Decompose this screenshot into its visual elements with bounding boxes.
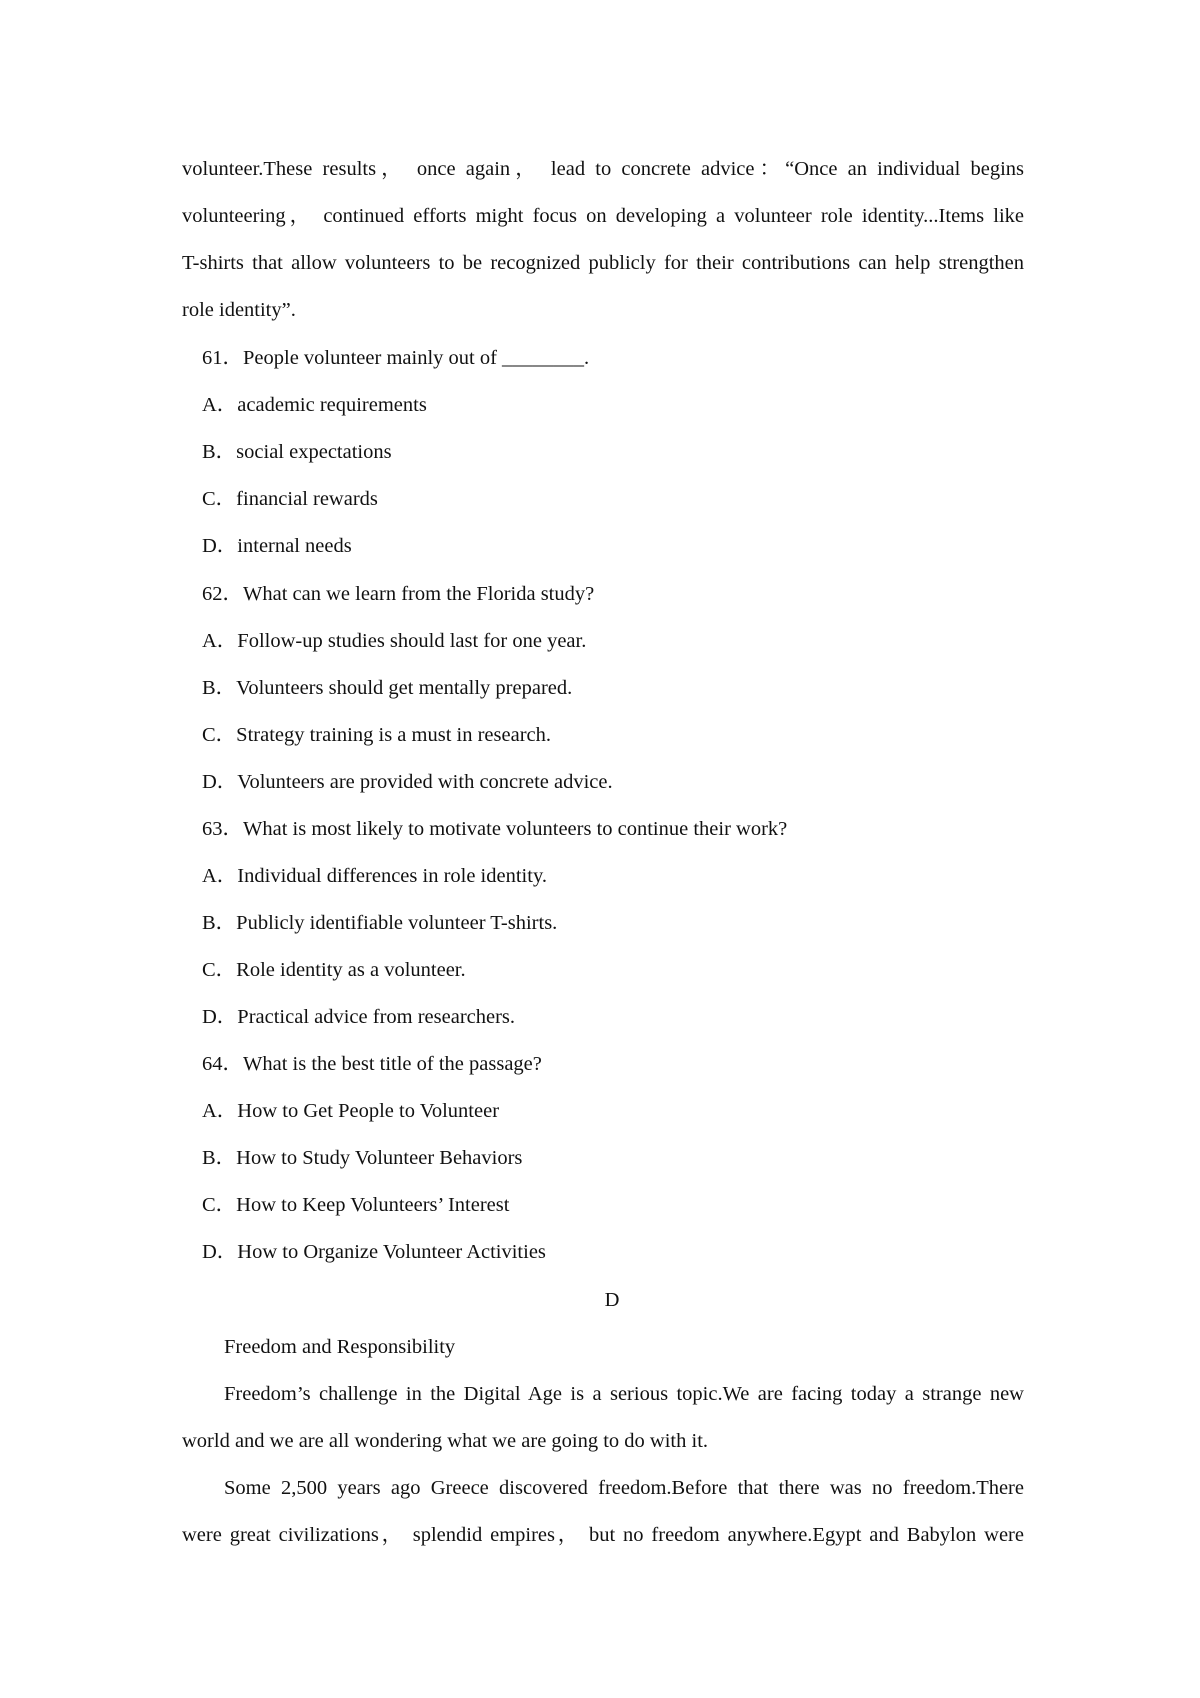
paragraph-1-line-2: world and we are all wondering what we are going to do with it. — [182, 1430, 709, 1452]
question-64-stem: 64．What is the best title of the passage? — [202, 1053, 542, 1075]
passage-line-1: volunteer.These results， once again， lead to concrete advice：“Once an individual begins — [182, 158, 1024, 180]
passage-line-3: T-shirts that allow volunteers to be recognized publicly for their contributions can help strengthen — [182, 252, 1024, 274]
question-63-option-d: D．Practical advice from researchers. — [202, 1006, 516, 1028]
question-62-stem: 62．What can we learn from the Florida study? — [202, 583, 595, 605]
question-61-option-d: D．internal needs — [202, 535, 352, 557]
question-61-option-c: C．financial rewards — [202, 488, 378, 510]
question-61-option-a: A．academic requirements — [202, 394, 427, 416]
paragraph-2-line-2: were great civilizations， splendid empires， but no freedom anywhere.Egypt and Babylon were — [182, 1524, 1024, 1546]
passage-title: Freedom and Responsibility — [224, 1336, 456, 1358]
question-64-option-a: A．How to Get People to Volunteer — [202, 1100, 500, 1122]
question-62-option-b: B．Volunteers should get mentally prepared. — [202, 677, 573, 699]
question-62-option-c: C．Strategy training is a must in research. — [202, 724, 551, 746]
question-63-stem: 63．What is most likely to motivate volunteers to continue their work? — [202, 818, 788, 840]
passage-line-4: role identity”. — [182, 299, 296, 321]
question-61-stem: 61．People volunteer mainly out of ________. — [202, 347, 590, 369]
question-64-option-d: D．How to Organize Volunteer Activities — [202, 1241, 546, 1263]
question-63-option-a: A．Individual differences in role identity. — [202, 865, 547, 887]
paragraph-1-line-1: Freedom’s challenge in the Digital Age is a serious topic.We are facing today a strange new — [224, 1383, 1024, 1405]
question-61-option-b: B．social expectations — [202, 441, 392, 463]
question-62-option-a: A．Follow-up studies should last for one year. — [202, 630, 587, 652]
question-64-option-c: C．How to Keep Volunteers’ Interest — [202, 1194, 510, 1216]
passage-line-2: volunteering， continued efforts might focus on developing a volunteer role identity...Items like — [182, 205, 1024, 227]
question-62-option-d: D．Volunteers are provided with concrete advice. — [202, 771, 613, 793]
paragraph-2-line-1: Some 2,500 years ago Greece discovered freedom.Before that there was no freedom.There — [224, 1477, 1024, 1499]
question-64-option-b: B．How to Study Volunteer Behaviors — [202, 1147, 523, 1169]
question-63-option-c: C．Role identity as a volunteer. — [202, 959, 466, 981]
section-letter: D — [604, 1289, 620, 1311]
question-63-option-b: B．Publicly identifiable volunteer T-shirts. — [202, 912, 558, 934]
